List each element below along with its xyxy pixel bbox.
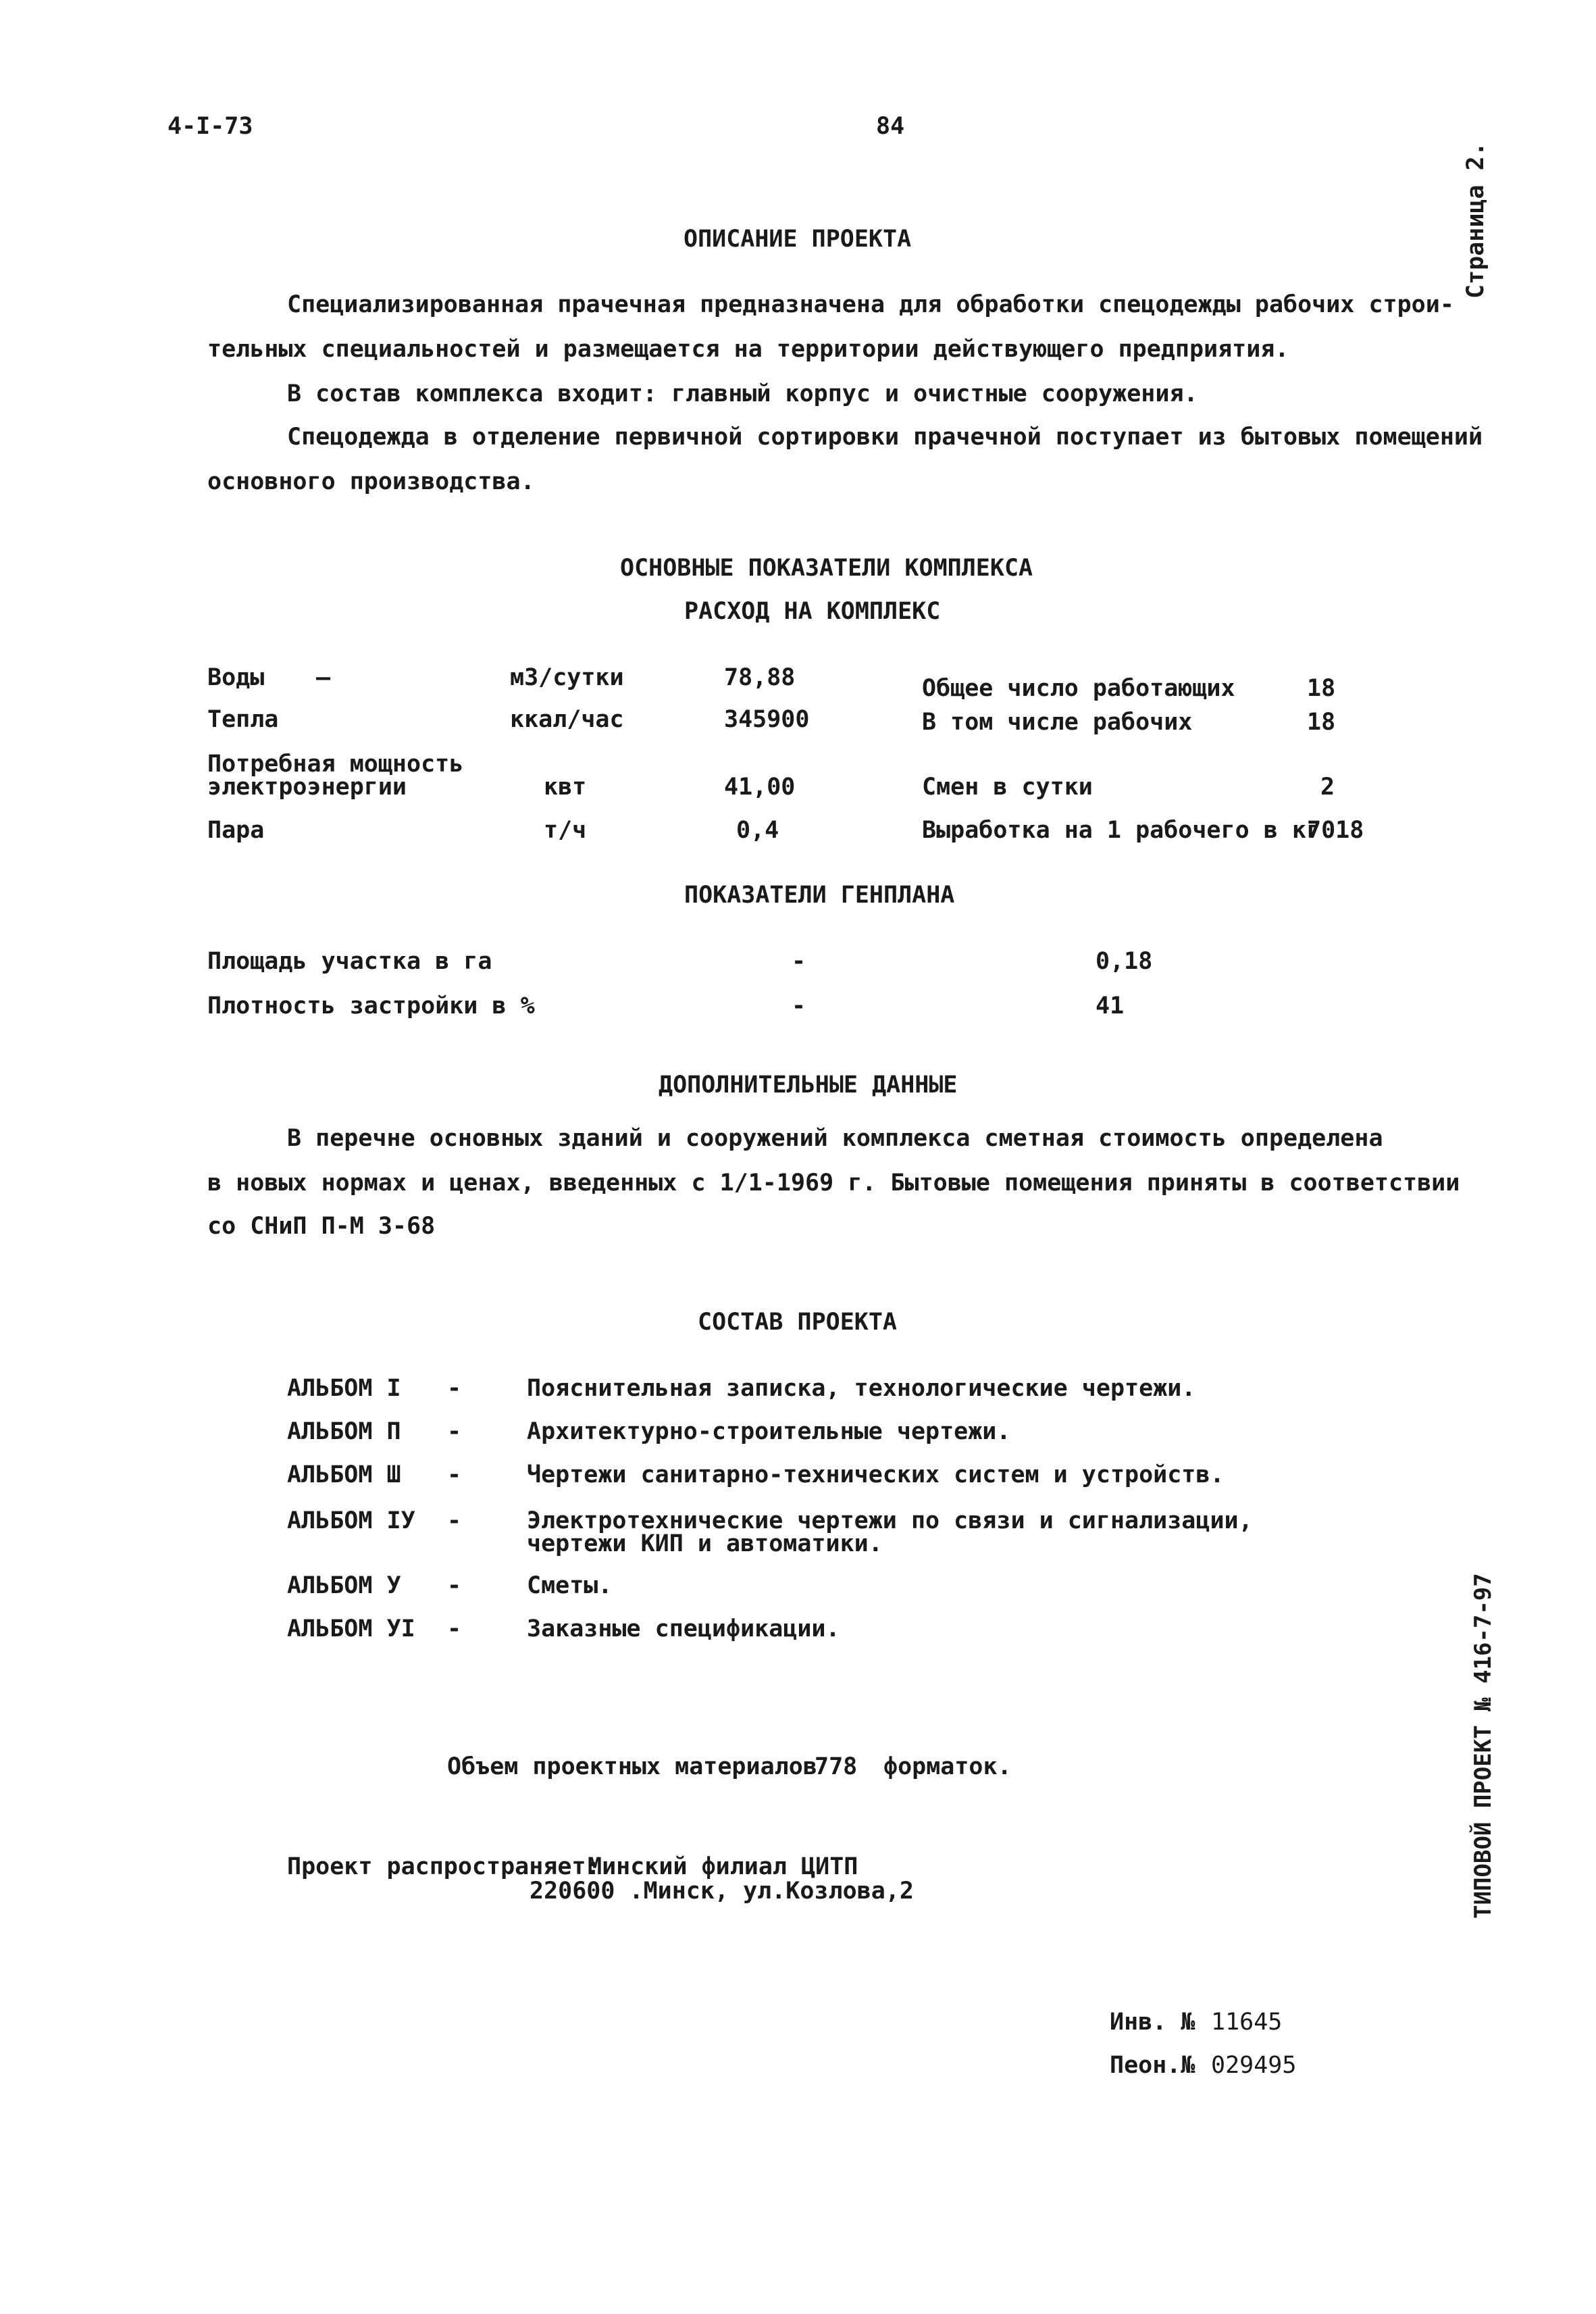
album-name: АЛЬБОМ П	[287, 1418, 401, 1445]
additional-line: в новых нормах и ценах, введенных с 1/1-1969 г. Бытовые помещения приняты в соответствии	[207, 1169, 1460, 1197]
registration-value: 029495	[1211, 2052, 1297, 2079]
album-dash: -	[447, 1615, 462, 1642]
steam-label: Пара	[207, 817, 265, 844]
total-workers-label: Общее число работающих	[922, 675, 1235, 702]
heat-value: 345900	[724, 706, 810, 733]
power-label-line1: Потребная мощность	[207, 751, 464, 778]
power-unit: квт	[544, 774, 587, 801]
shifts-value: 2	[1320, 774, 1335, 801]
album-desc: Пояснительная записка, технологические чертежи.	[527, 1375, 1196, 1402]
site-area-dash: -	[792, 948, 806, 975]
registration-label: Пеон.№	[1110, 2052, 1195, 2079]
page-number: 84	[876, 113, 905, 140]
density-label: Плотность застройки в %	[207, 992, 535, 1020]
volume-prefix: Объем проектных материалов	[447, 1753, 817, 1780]
description-line: основного производства.	[207, 468, 535, 495]
volume-value: 778	[815, 1753, 858, 1780]
water-label: Воды	[207, 664, 265, 691]
description-line: Специализированная прачечная предназначена для обработки спецодежды рабочих строи-	[287, 291, 1454, 318]
additional-line: со СНиП П-М 3-68	[207, 1213, 436, 1240]
document-code: 4-I-73	[168, 113, 253, 140]
album-dash: -	[447, 1461, 462, 1488]
heat-unit: ккал/час	[510, 706, 624, 733]
album-dash: -	[447, 1507, 462, 1534]
inventory-value: 11645	[1211, 2009, 1283, 2036]
indicators-title: ОСНОВНЫЕ ПОКАЗАТЕЛИ КОМПЛЕКСА	[620, 555, 1033, 582]
album-name: АЛЬБОМ I	[287, 1375, 401, 1402]
shifts-label: Смен в сутки	[922, 774, 1093, 801]
description-line: Спецодежда в отделение первичной сортировки прачечной поступает из бытовых помещений	[287, 424, 1483, 451]
power-value: 41,00	[724, 774, 796, 801]
inventory-label: Инв. №	[1110, 2009, 1195, 2036]
density-dash: -	[792, 992, 806, 1020]
workers-label: В том числе рабочих	[922, 709, 1193, 736]
additional-title: ДОПОЛНИТЕЛЬНЫЕ ДАННЫЕ	[659, 1072, 958, 1099]
album-desc: Чертежи санитарно-технических систем и устройств.	[527, 1461, 1225, 1488]
album-name: АЛЬБОМ У	[287, 1572, 401, 1599]
album-desc: Заказные спецификации.	[527, 1615, 840, 1642]
album-desc: Сметы.	[527, 1572, 613, 1599]
distributor-name: Минский филиал ЦИТП	[588, 1853, 858, 1880]
workers-value: 18	[1307, 709, 1336, 736]
description-title: ОПИСАНИЕ ПРОЕКТА	[684, 226, 912, 253]
water-dash: —	[316, 664, 331, 691]
steam-value: 0,4	[736, 817, 779, 844]
total-workers-value: 18	[1307, 675, 1336, 702]
distributor-address: 220600 .Минск, ул.Козлова,2	[530, 1878, 914, 1905]
distributor-label: Проект распространяет:	[287, 1853, 600, 1880]
description-line: В состав комплекса входит: главный корпус и очистные сооружения.	[287, 380, 1198, 407]
output-value: 7018	[1307, 817, 1364, 844]
album-name: АЛЬБОМ УI	[287, 1615, 415, 1642]
side-page-label: Страница 2.	[1462, 142, 1489, 299]
heat-label: Тепла	[207, 706, 279, 733]
water-value: 78,88	[724, 664, 796, 691]
album-dash: -	[447, 1375, 462, 1402]
site-area-label: Площадь участка в га	[207, 948, 492, 975]
side-project-label: ТИПОВОЙ ПРОЕКТ № 416-7-97	[1470, 1573, 1497, 1919]
album-dash: -	[447, 1418, 462, 1445]
composition-title: СОСТАВ ПРОЕКТА	[698, 1309, 898, 1336]
site-area-value: 0,18	[1096, 948, 1153, 975]
album-dash: -	[447, 1572, 462, 1599]
album-desc: Архитектурно-строительные чертежи.	[527, 1418, 1011, 1445]
album-name: АЛЬБОМ IУ	[287, 1507, 415, 1534]
steam-unit: т/ч	[544, 817, 587, 844]
power-label-line2: электроэнергии	[207, 774, 407, 801]
description-line: тельных специальностей и размещается на территории действующего предприятия.	[207, 336, 1289, 363]
album-desc-line2: чертежи КИП и автоматики.	[527, 1530, 883, 1557]
indicators-subtitle: РАСХОД НА КОМПЛЕКС	[684, 598, 941, 625]
album-name: АЛЬБОМ Ш	[287, 1461, 401, 1488]
genplan-title: ПОКАЗАТЕЛИ ГЕНПЛАНА	[684, 882, 955, 909]
album-desc: Электротехнические чертежи по связи и сигнализации,	[527, 1507, 1253, 1534]
output-label: Выработка на 1 рабочего в кг	[922, 817, 1321, 844]
density-value: 41	[1096, 992, 1125, 1020]
water-unit: м3/сутки	[510, 664, 624, 691]
volume-suffix: форматок.	[883, 1753, 1012, 1780]
additional-line: В перечне основных зданий и сооружений комплекса сметная стоимость определена	[287, 1125, 1383, 1152]
